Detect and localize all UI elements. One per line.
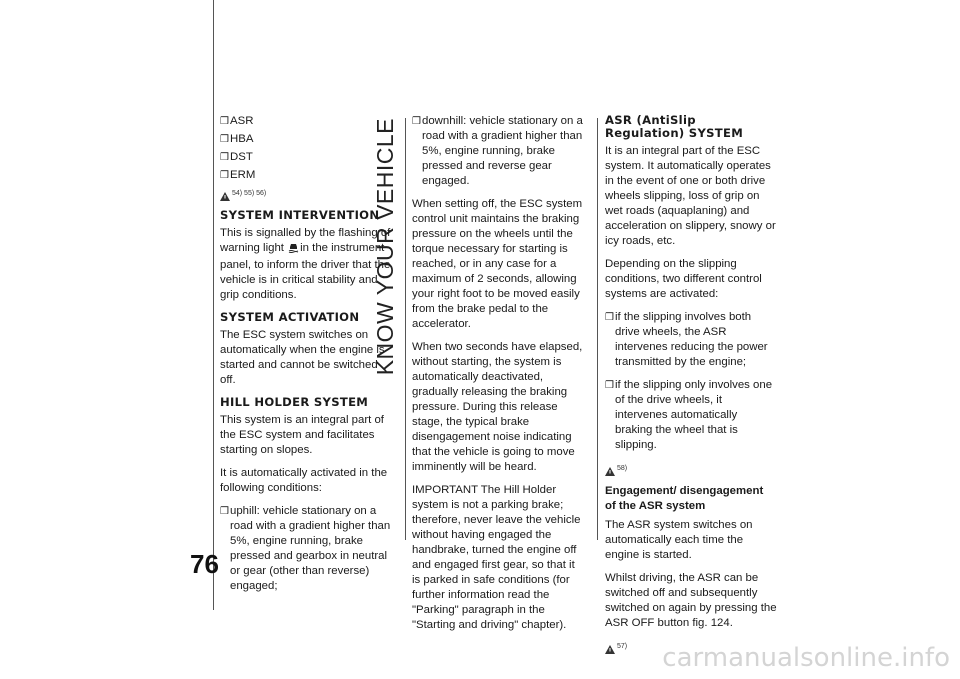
- column-divider: [405, 118, 406, 540]
- checkbox-bullet-icon: ❒: [220, 152, 229, 163]
- paragraph: This system is an integral part of the ESC system and facilitates starting on slopes.: [220, 414, 384, 456]
- column-2: [412, 114, 584, 641]
- list-item: ❒ downhill: vehicle stationary on a road with a gradient higher than 5%, engine running, brake pressed and reverse gear engaged.: [412, 115, 583, 187]
- column-3: [605, 114, 777, 662]
- checkbox-bullet-icon: ❒: [605, 380, 614, 391]
- list-item: ❒ HBA: [220, 133, 254, 145]
- column-1: [220, 114, 392, 602]
- paragraph: It is automatically activated in the following conditions:: [220, 467, 388, 494]
- sidebar-divider: [213, 0, 214, 610]
- paragraph: This is signalled by the flashing of warning light in the instrument panel, to inform the driver that the vehicle is in critical stability and grip conditions.: [220, 227, 391, 301]
- checkbox-bullet-icon: ❒: [220, 134, 229, 145]
- list-item: ❒ ERM: [220, 169, 256, 181]
- page-number: 76: [190, 549, 219, 579]
- list-item: ❒ ASR: [220, 115, 254, 127]
- heading-asr-system: ASR (AntiSlip Regulation) SYSTEM: [605, 113, 744, 140]
- watermark: carmanualsonline.info: [662, 643, 950, 673]
- list-item: ❒ DST: [220, 151, 253, 163]
- list-item: ❒ uphill: vehicle stationary on a road with a gradient higher than 5%, engine running, brake pressed and gearbox in neutral or gear (other than reverse) engaged;: [220, 505, 391, 592]
- warning-refs: 57): [617, 643, 628, 650]
- warning-triangle-icon: [605, 467, 615, 476]
- paragraph: Whilst driving, the ASR can be switched off and subsequently switched on again by pressing the ASR OFF button fig. 124.: [605, 572, 777, 629]
- paragraph: Depending on the slipping conditions, two different control systems are activated:: [605, 258, 762, 300]
- heading-system-intervention: SYSTEM INTERVENTION: [220, 208, 380, 222]
- paragraph: The ASR system switches on automatically each time the engine is started.: [605, 519, 753, 561]
- list-item: ❒ if the slipping only involves one of the drive wheels, it intervenes automatically braking the wheel that is slipping.: [605, 379, 773, 451]
- paragraph: The ESC system switches on automatically when the engine is started and cannot be switched off.: [220, 329, 385, 386]
- paragraph: When setting off, the ESC system control unit maintains the braking pressure on the wheels until the torque necessary for starting is reached, or in any case for a maximum of 2 seconds, allowing your right foot to be moved easily from the brake pedal to the accelerator.: [412, 198, 583, 330]
- heading-hill-holder: HILL HOLDER SYSTEM: [220, 395, 369, 409]
- warning-reference: [220, 186, 392, 201]
- checkbox-bullet-icon: ❒: [220, 506, 229, 517]
- checkbox-bullet-icon: ❒: [412, 116, 421, 127]
- esc-warning-light-icon: [288, 241, 299, 258]
- warning-triangle-icon: [220, 192, 230, 201]
- paragraph-important: IMPORTANT The Hill Holder system is not a parking brake; therefore, never leave the vehicle without having engaged the handbrake, turned the engine off and engaged first gear, so that it is parked in safe conditions (for further information read the "Parking" paragraph in the "Starting and driving" chapter).: [412, 484, 581, 631]
- warning-triangle-icon: [605, 645, 615, 654]
- heading-system-activation: SYSTEM ACTIVATION: [220, 310, 360, 324]
- paragraph: When two seconds have elapsed, without starting, the system is automatically deactivated, gradually releasing the braking pressure. During this release stage, the typical brake disengagement noise indicating that the vehicle is going to move imminently will be heard.: [412, 341, 583, 473]
- list-item: ❒ if the slipping involves both drive wheels, the ASR intervenes reducing the power transmitted by the engine;: [605, 311, 768, 368]
- checkbox-bullet-icon: ❒: [220, 170, 229, 181]
- paragraph: It is an integral part of the ESC system. It automatically operates in the event of one or both drive wheels slipping, loss of grip on wet roads (aquaplaning) and acceleration on slippery, snowy or icy roads, etc.: [605, 145, 776, 247]
- column-divider: [597, 118, 598, 540]
- warning-reference: [605, 461, 777, 476]
- warning-refs: 58): [617, 465, 628, 472]
- heading-asr-engagement: Engagement/ disengagement of the ASR system: [605, 485, 764, 512]
- checkbox-bullet-icon: ❒: [605, 312, 614, 323]
- section-title: KNOW YOUR VEHICLE: [372, 118, 398, 376]
- checkbox-bullet-icon: ❒: [220, 116, 229, 127]
- warning-refs: 54) 55) 56): [232, 190, 267, 197]
